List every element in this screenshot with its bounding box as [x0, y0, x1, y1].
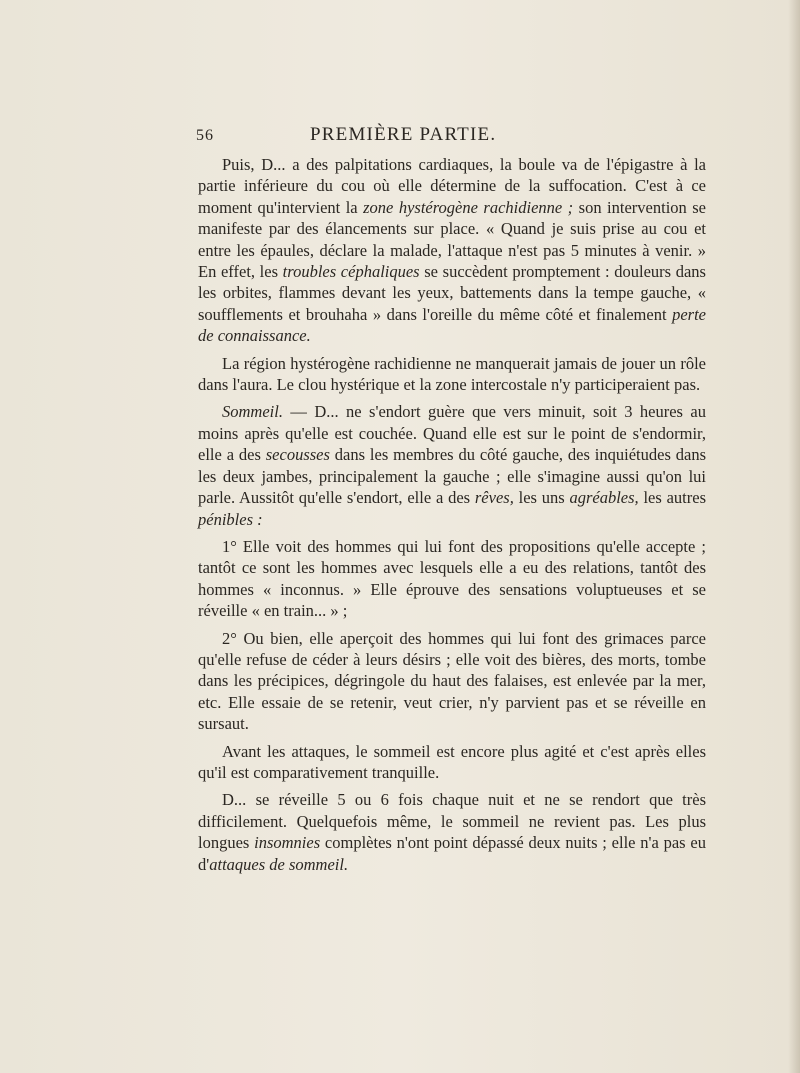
- italic-text: secousses: [265, 445, 330, 465]
- text-run: son intervention se manifeste par des élancements sur place. « Quand je suis prise au cou et entre les épaules, déclare la malade, l'attaque n'est pas 5 minutes à venir. » En effet, les: [198, 197, 706, 282]
- paragraph: [198, 401, 706, 529]
- italic-text: insomnies: [254, 833, 321, 853]
- italic-text: pénibles :: [198, 509, 263, 529]
- text-run: Puis, D... a des palpitations cardiaques, la boule va de l'épigastre à la partie inférieure du cou où elle détermine de la suffocation. C'est à ce moment qu'intervient la: [198, 155, 706, 217]
- running-head: PREMIÈRE PARTIE.: [310, 124, 497, 145]
- italic-text: attaques de sommeil.: [209, 854, 349, 874]
- text-run: les uns: [513, 488, 570, 508]
- text-run: 2° Ou bien, elle aperçoit des hommes qui lui font des grimaces parce qu'elle refuse de céder à leurs désirs ; elle voit des bières, des morts, tombe dans les précipices, dégringole du haut des falaises, est enlevée par la mer, etc. Elle essaie de se retenir, veut crier, n'y parvient pas et se réveille en sursaut.: [198, 628, 706, 734]
- text-run: Avant les attaques, le sommeil est encore plus agité et c'est après elles qu'il est comparativement tranquille.: [198, 741, 706, 782]
- page-header: [0, 122, 800, 152]
- text-run: La région hystérogène rachidienne ne manquerait jamais de jouer un rôle dans l'aura. Le clou hystérique et la zone intercostale n'y participeraient pas.: [198, 353, 706, 395]
- italic-text: Sommeil.: [222, 402, 283, 422]
- paragraph: [198, 789, 706, 875]
- text-run: — D... ne s'endort guère que vers minuit, soit 3 heures au moins après qu'elle est couchée. Quand elle est sur le point de s'endormir, elle a des: [198, 402, 706, 465]
- italic-text: agréables,: [569, 488, 639, 508]
- italic-text: rêves,: [474, 488, 514, 508]
- text-run: 1° Elle voit des hommes qui lui font des propositions qu'elle accepte ; tantôt ce sont les hommes avec lesquels elle a eu des relations, tantôt des hommes « inconnus. » Elle éprouve des sensations voluptueuses et se réveille « en train... » ;: [198, 536, 706, 621]
- text-run: les autres: [638, 488, 706, 508]
- page-number: 56: [196, 127, 214, 144]
- text-run: D... se réveille 5 ou 6 fois chaque nuit et ne se rendort que très difficilement. Quelquefois même, le sommeil ne revient pas. Les plus longues: [198, 790, 706, 853]
- italic-text: troubles céphaliques: [282, 262, 420, 282]
- paragraph: [198, 536, 706, 622]
- text-run: se succèdent promptement : douleurs dans les orbites, flammes devant les yeux, battements dans la tempe gauche, « soufflements et brouhaha » dans l'oreille du même côté et finalement: [198, 262, 706, 324]
- italic-text: zone hystérogène rachidienne ;: [363, 197, 574, 217]
- paragraph: [198, 353, 706, 396]
- paragraph: [198, 628, 706, 735]
- body-text: [198, 154, 706, 881]
- text-run: dans les membres du côté gauche, des inquiétudes dans les deux jambes, principalement la gauche ; elle s'imagine aussi qu'on lui parle. Aussitôt qu'elle s'endort, elle a des: [198, 445, 706, 508]
- page-edge-shadow: [788, 0, 800, 1073]
- paragraph: [198, 154, 706, 347]
- italic-text: perte de connaissance.: [198, 304, 706, 346]
- text-run: complètes n'ont point dépassé deux nuits ; elle n'a pas eu d': [198, 833, 706, 874]
- paragraph: [198, 741, 706, 784]
